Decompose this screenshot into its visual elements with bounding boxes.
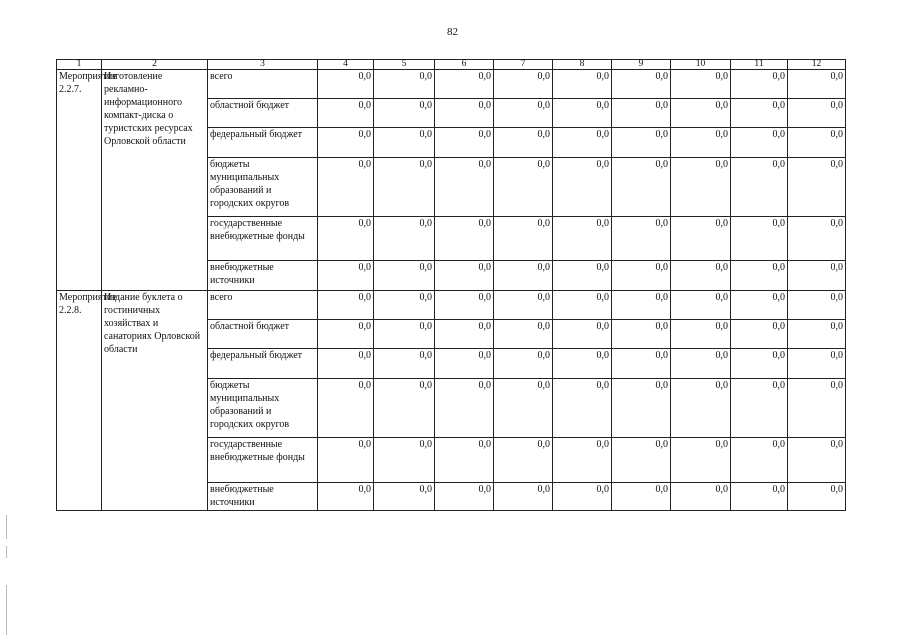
value-text: 0,0 <box>358 292 371 303</box>
value-text: 0,0 <box>596 380 609 391</box>
value-text: 0,0 <box>358 439 371 450</box>
value-text: 0,0 <box>655 321 668 332</box>
value-text: 0,0 <box>772 262 785 273</box>
value-cell <box>671 261 731 291</box>
column-header: 3 <box>208 60 318 70</box>
value-text: 0,0 <box>537 71 550 82</box>
value-cell <box>671 70 731 99</box>
value-text: 0,0 <box>358 71 371 82</box>
value-text: 0,0 <box>478 71 491 82</box>
value-cell <box>374 483 435 511</box>
funding-source: бюджеты муниципальных образований и городских округов <box>208 379 318 438</box>
value-text: 0,0 <box>715 218 728 229</box>
value-cell <box>494 70 553 99</box>
value-cell <box>553 261 612 291</box>
value-cell <box>671 379 731 438</box>
value-cell <box>494 483 553 511</box>
value-cell <box>731 483 788 511</box>
event-code: Мероприятие 2.2.7. <box>57 70 102 291</box>
value-text: 0,0 <box>655 100 668 111</box>
value-cell <box>553 379 612 438</box>
value-text: 0,0 <box>358 321 371 332</box>
scan-artifact-line <box>6 585 7 635</box>
value-text: 0,0 <box>715 380 728 391</box>
value-text: 0,0 <box>655 439 668 450</box>
value-cell <box>374 70 435 99</box>
value-cell <box>435 158 494 217</box>
value-text: 0,0 <box>772 380 785 391</box>
value-cell <box>671 483 731 511</box>
value-text: 0,0 <box>772 350 785 361</box>
funding-source: государственные внебюджетные фонды <box>208 438 318 483</box>
value-text: 0,0 <box>478 380 491 391</box>
value-text: 0,0 <box>478 350 491 361</box>
value-cell <box>731 70 788 99</box>
value-cell <box>435 483 494 511</box>
value-cell <box>671 349 731 379</box>
value-text: 0,0 <box>655 292 668 303</box>
value-cell <box>374 291 435 320</box>
value-text: 0,0 <box>537 159 550 170</box>
value-cell <box>553 158 612 217</box>
value-cell <box>788 349 846 379</box>
value-text: 0,0 <box>596 439 609 450</box>
value-cell <box>788 320 846 349</box>
event-code: Мероприятие 2.2.8. <box>57 291 102 511</box>
column-header: 10 <box>671 60 731 70</box>
value-cell <box>494 99 553 128</box>
value-text: 0,0 <box>478 159 491 170</box>
value-text: 0,0 <box>537 321 550 332</box>
value-cell <box>671 438 731 483</box>
value-text: 0,0 <box>772 100 785 111</box>
value-text: 0,0 <box>655 71 668 82</box>
value-text: 0,0 <box>478 262 491 273</box>
value-cell <box>553 70 612 99</box>
value-cell <box>494 349 553 379</box>
scan-artifact-line <box>6 515 7 539</box>
value-cell <box>494 217 553 261</box>
value-cell <box>671 99 731 128</box>
value-text: 0,0 <box>772 71 785 82</box>
value-text: 0,0 <box>596 350 609 361</box>
value-cell <box>731 128 788 158</box>
value-text: 0,0 <box>830 350 843 361</box>
value-text: 0,0 <box>358 218 371 229</box>
value-text: 0,0 <box>419 218 432 229</box>
value-cell <box>374 261 435 291</box>
value-cell <box>494 291 553 320</box>
column-number-row <box>57 60 846 70</box>
value-text: 0,0 <box>358 100 371 111</box>
value-cell <box>494 438 553 483</box>
value-cell <box>318 128 374 158</box>
value-cell <box>374 158 435 217</box>
value-text: 0,0 <box>478 218 491 229</box>
table-row <box>57 70 846 99</box>
value-text: 0,0 <box>830 100 843 111</box>
value-cell <box>788 99 846 128</box>
value-text: 0,0 <box>478 321 491 332</box>
value-text: 0,0 <box>715 100 728 111</box>
value-text: 0,0 <box>655 129 668 140</box>
value-cell <box>788 438 846 483</box>
value-cell <box>731 261 788 291</box>
value-text: 0,0 <box>537 380 550 391</box>
value-text: 0,0 <box>596 321 609 332</box>
funding-source: всего <box>208 291 318 320</box>
value-text: 0,0 <box>419 262 432 273</box>
value-text: 0,0 <box>715 159 728 170</box>
value-cell <box>553 483 612 511</box>
column-header: 1 <box>57 60 102 70</box>
value-cell <box>374 320 435 349</box>
value-cell <box>612 349 671 379</box>
value-cell <box>435 320 494 349</box>
value-cell <box>731 349 788 379</box>
value-cell <box>374 379 435 438</box>
value-text: 0,0 <box>596 292 609 303</box>
value-text: 0,0 <box>478 100 491 111</box>
value-text: 0,0 <box>537 262 550 273</box>
value-cell <box>731 438 788 483</box>
value-text: 0,0 <box>419 350 432 361</box>
value-text: 0,0 <box>419 159 432 170</box>
value-text: 0,0 <box>358 159 371 170</box>
value-cell <box>612 158 671 217</box>
value-cell <box>318 70 374 99</box>
value-text: 0,0 <box>358 350 371 361</box>
value-cell <box>671 128 731 158</box>
value-cell <box>318 261 374 291</box>
value-cell <box>788 379 846 438</box>
value-cell <box>731 320 788 349</box>
value-cell <box>494 128 553 158</box>
column-header: 5 <box>374 60 435 70</box>
event-name: Изготовление рекламно-информационного компакт-диска о туристских ресурсах Орловской области <box>102 70 208 291</box>
value-text: 0,0 <box>537 292 550 303</box>
value-cell <box>435 438 494 483</box>
value-text: 0,0 <box>419 439 432 450</box>
column-header: 2 <box>102 60 208 70</box>
value-text: 0,0 <box>596 218 609 229</box>
value-text: 0,0 <box>830 262 843 273</box>
scan-artifact-line <box>6 546 7 558</box>
column-header: 4 <box>318 60 374 70</box>
value-cell <box>612 217 671 261</box>
funding-source: государственные внебюджетные фонды <box>208 217 318 261</box>
column-header: 12 <box>788 60 846 70</box>
value-text: 0,0 <box>358 380 371 391</box>
value-text: 0,0 <box>830 159 843 170</box>
value-cell <box>494 158 553 217</box>
column-header: 6 <box>435 60 494 70</box>
value-cell <box>374 99 435 128</box>
value-text: 0,0 <box>478 129 491 140</box>
value-cell <box>612 261 671 291</box>
value-text: 0,0 <box>537 439 550 450</box>
value-cell <box>553 99 612 128</box>
value-text: 0,0 <box>478 439 491 450</box>
value-cell <box>731 158 788 217</box>
value-cell <box>612 99 671 128</box>
value-text: 0,0 <box>830 218 843 229</box>
value-cell <box>318 158 374 217</box>
value-cell <box>788 70 846 99</box>
value-text: 0,0 <box>830 380 843 391</box>
value-cell <box>318 291 374 320</box>
value-cell <box>435 70 494 99</box>
value-text: 0,0 <box>715 439 728 450</box>
value-cell <box>494 379 553 438</box>
column-header: 8 <box>553 60 612 70</box>
funding-source: областной бюджет <box>208 320 318 349</box>
funding-source: федеральный бюджет <box>208 349 318 379</box>
value-text: 0,0 <box>715 292 728 303</box>
value-text: 0,0 <box>596 71 609 82</box>
value-cell <box>435 291 494 320</box>
value-text: 0,0 <box>830 292 843 303</box>
value-text: 0,0 <box>772 484 785 495</box>
value-text: 0,0 <box>830 321 843 332</box>
value-text: 0,0 <box>772 292 785 303</box>
value-cell <box>731 291 788 320</box>
funding-source: всего <box>208 70 318 99</box>
value-text: 0,0 <box>655 350 668 361</box>
value-text: 0,0 <box>830 129 843 140</box>
value-text: 0,0 <box>715 350 728 361</box>
value-cell <box>553 320 612 349</box>
value-text: 0,0 <box>596 159 609 170</box>
value-text: 0,0 <box>419 100 432 111</box>
value-cell <box>612 320 671 349</box>
value-cell <box>435 261 494 291</box>
value-cell <box>318 379 374 438</box>
value-cell <box>612 379 671 438</box>
value-cell <box>435 379 494 438</box>
column-header: 11 <box>731 60 788 70</box>
budget-table <box>56 59 846 511</box>
value-text: 0,0 <box>596 129 609 140</box>
value-text: 0,0 <box>655 159 668 170</box>
value-cell <box>731 379 788 438</box>
column-header: 7 <box>494 60 553 70</box>
value-text: 0,0 <box>715 321 728 332</box>
value-cell <box>788 217 846 261</box>
value-cell <box>374 349 435 379</box>
value-cell <box>494 261 553 291</box>
value-cell <box>318 217 374 261</box>
value-cell <box>435 128 494 158</box>
value-text: 0,0 <box>772 159 785 170</box>
value-text: 0,0 <box>596 262 609 273</box>
value-text: 0,0 <box>537 484 550 495</box>
value-text: 0,0 <box>715 484 728 495</box>
value-cell <box>788 483 846 511</box>
value-cell <box>612 483 671 511</box>
value-cell <box>671 217 731 261</box>
value-cell <box>318 349 374 379</box>
value-cell <box>612 291 671 320</box>
value-text: 0,0 <box>655 262 668 273</box>
value-text: 0,0 <box>655 380 668 391</box>
value-text: 0,0 <box>358 484 371 495</box>
value-cell <box>671 158 731 217</box>
value-text: 0,0 <box>537 129 550 140</box>
value-cell <box>788 291 846 320</box>
value-text: 0,0 <box>537 350 550 361</box>
value-cell <box>374 217 435 261</box>
value-cell <box>731 99 788 128</box>
value-cell <box>318 483 374 511</box>
value-text: 0,0 <box>772 439 785 450</box>
value-text: 0,0 <box>715 71 728 82</box>
value-text: 0,0 <box>596 100 609 111</box>
table-body <box>57 60 846 511</box>
value-cell <box>435 217 494 261</box>
value-cell <box>435 349 494 379</box>
value-cell <box>553 438 612 483</box>
value-cell <box>788 158 846 217</box>
value-cell <box>553 217 612 261</box>
value-cell <box>671 320 731 349</box>
value-cell <box>612 70 671 99</box>
value-text: 0,0 <box>772 129 785 140</box>
value-text: 0,0 <box>715 262 728 273</box>
funding-source: областной бюджет <box>208 99 318 128</box>
value-cell <box>553 349 612 379</box>
value-cell <box>731 217 788 261</box>
column-header: 9 <box>612 60 671 70</box>
value-text: 0,0 <box>596 484 609 495</box>
value-text: 0,0 <box>830 484 843 495</box>
value-text: 0,0 <box>358 129 371 140</box>
value-text: 0,0 <box>419 380 432 391</box>
value-cell <box>553 128 612 158</box>
value-text: 0,0 <box>772 321 785 332</box>
funding-source: внебюджетные источники <box>208 261 318 291</box>
value-cell <box>612 128 671 158</box>
value-cell <box>318 438 374 483</box>
value-cell <box>788 261 846 291</box>
value-text: 0,0 <box>655 218 668 229</box>
value-text: 0,0 <box>419 292 432 303</box>
value-cell <box>318 99 374 128</box>
value-text: 0,0 <box>419 321 432 332</box>
funding-source: бюджеты муниципальных образований и городских округов <box>208 158 318 217</box>
value-cell <box>374 438 435 483</box>
value-text: 0,0 <box>419 129 432 140</box>
value-cell <box>435 99 494 128</box>
value-cell <box>374 128 435 158</box>
value-cell <box>788 128 846 158</box>
table-row <box>57 291 846 320</box>
value-text: 0,0 <box>830 439 843 450</box>
value-text: 0,0 <box>358 262 371 273</box>
value-cell <box>671 291 731 320</box>
value-text: 0,0 <box>478 484 491 495</box>
funding-source: внебюджетные источники <box>208 483 318 511</box>
value-cell <box>553 291 612 320</box>
value-cell <box>612 438 671 483</box>
value-text: 0,0 <box>655 484 668 495</box>
value-text: 0,0 <box>772 218 785 229</box>
value-cell <box>318 320 374 349</box>
value-text: 0,0 <box>478 292 491 303</box>
value-text: 0,0 <box>419 71 432 82</box>
value-text: 0,0 <box>537 100 550 111</box>
value-cell <box>494 320 553 349</box>
funding-source: федеральный бюджет <box>208 128 318 158</box>
page-number: 82 <box>447 26 458 38</box>
value-text: 0,0 <box>419 484 432 495</box>
value-text: 0,0 <box>537 218 550 229</box>
value-text: 0,0 <box>830 71 843 82</box>
event-name: Издание буклета о гостиничных хозяйствах и санаториях Орловской области <box>102 291 208 511</box>
value-text: 0,0 <box>715 129 728 140</box>
